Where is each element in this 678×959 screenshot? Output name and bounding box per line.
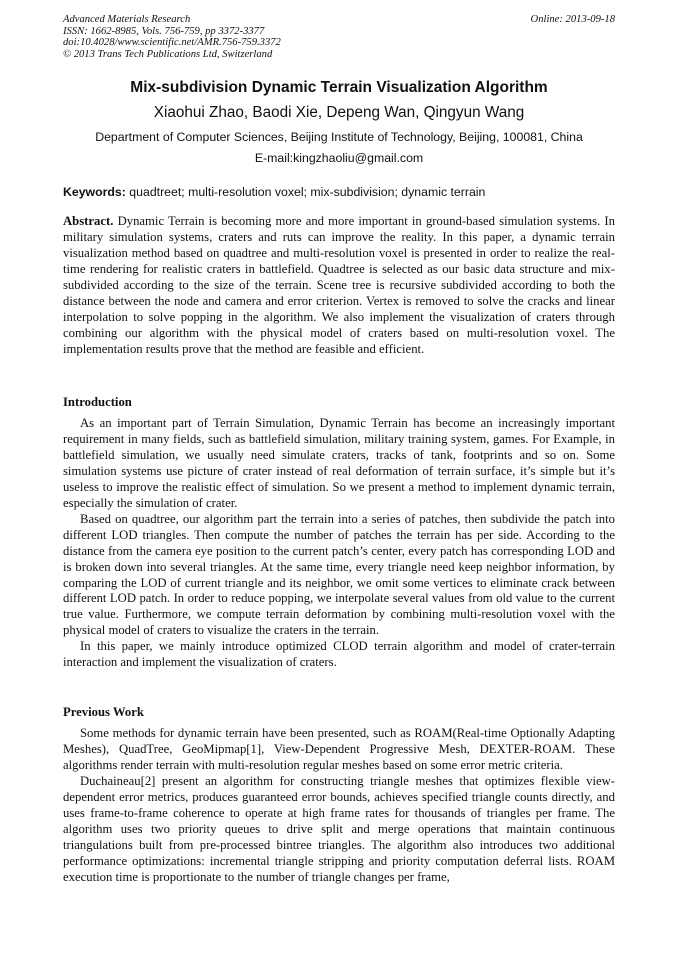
copyright-line: © 2013 Trans Tech Publications Ltd, Switzerland [63, 48, 273, 60]
paper-title: Mix-subdivision Dynamic Terrain Visualization Algorithm [130, 79, 548, 96]
previous-work-paragraph: Duchaineau[2] present an algorithm for constructing triangle meshes that optimizes flexible view-dependent error metrics, produces guaranteed error bounds, achieves specified triangle counts directly, and uses frame-to-frame coherence to operate at high frame rates for thousands of triangles per frame. The algorithm uses two priority queues to drive split and merge operations that maintain continuous triangulations built from pre-processed bintree triangles. The algorithm also introduces two additional performance optimizations: incremental triangle stripping and priority computation deferral lists. ROAM execution time is proportionate to the number of triangle changes per frame, [63, 773, 615, 884]
keywords-label: Keywords: [63, 185, 126, 199]
previous-work-paragraph: Some methods for dynamic terrain have been presented, such as ROAM(Real-time Optionally Adapting Meshes), QuadTree, GeoMipmap[1], View-Dependent Progressive Mesh, DEXTER-ROAM. These algorithms render terrain with multi-resolution regular meshes based on some error metric criteria. [63, 726, 615, 772]
issn-line: ISSN: 1662-8985, Vols. 756-759, pp 3372-3377 [63, 25, 265, 37]
journal-header [63, 14, 615, 60]
keywords-line [63, 185, 615, 199]
abstract-text: Dynamic Terrain is becoming more and more important in ground-based simulation systems. In military simulation systems, craters and ruts can improve the reality. In this paper, a dynamic terrain visualization method based on quadtree and multi-resolution voxel is presented in order to realize the real-time rendering for realistic craters in battlefield. Quadtree is selected as our basic data structure and mix-subdivided according to the size of the terrain. Scene tree is recursive subdivided according to both the distance between the node and camera and error criterion. Vertex is removed to solve the cracks and linear interpolation to solve popping in the algorithm. We also implement the visualization of craters through combining our algorithm with the physical model of craters based on multi-resolution voxel. The implementation results prove that the method are feasible and efficient. [63, 214, 616, 356]
intro-paragraph: In this paper, we mainly introduce optimized CLOD terrain algorithm and model of crater-terrain interaction and implement the visualization of craters. [63, 639, 615, 670]
online-date: Online: 2013-09-18 [530, 14, 615, 25]
intro-paragraph: As an important part of Terrain Simulation, Dynamic Terrain has become an increasingly important requirement in many fields, such as battlefield simulation, military training system, games. For Example, in battlefield simulation, we usually need simulate craters, tracks of tank, footprints and so on. Some simulation systems use picture of crater instead of real deformation of terrain surface, it’s simple but it’s useless to improve the realistic effect of simulation. So we present a method to implement dynamic terrain, especially the simulation of crater. [63, 416, 615, 510]
doi-line: doi:10.4028/www.scientific.net/AMR.756-759.3372 [63, 37, 281, 49]
journal-name: Advanced Materials Research [63, 14, 191, 25]
previous-work-body [63, 726, 615, 886]
introduction-heading: Introduction [63, 395, 132, 409]
abstract [63, 214, 615, 358]
intro-paragraph: Based on quadtree, our algorithm part the terrain into a series of patches, then subdivide the patch into different LOD triangles. Then compute the number of patches the terrain has per side. According to the distance from the camera eye position to the current patch’s center, every patch has corresponding LOD and is broken down into several triangles. At the same time, every triangle need keep neighbor information, by comparing the LOD of current triangle and its neighbor, we omit some vertices to eliminate crack between different LOD patch. In order to reduce popping, we interpolate several values from old value to the current true value. Furthermore, we compute terrain deformation by combining multi-resolution voxel with the physical model of craters to visualize the craters in the terrain. [63, 511, 615, 638]
contact-email: E-mail:kingzhaoliu@gmail.com [254, 151, 424, 165]
affiliation: Department of Computer Sciences, Beijing Institute of Technology, Beijing, 100081, China [95, 130, 583, 144]
introduction-body [63, 416, 615, 671]
abstract-label: Abstract. [63, 214, 114, 228]
keywords-text: quadtreet; multi-resolution voxel; mix-subdivision; dynamic terrain [129, 185, 486, 199]
author-list: Xiaohui Zhao, Baodi Xie, Depeng Wan, Qingyun Wang [153, 104, 525, 121]
previous-work-heading: Previous Work [63, 705, 144, 719]
